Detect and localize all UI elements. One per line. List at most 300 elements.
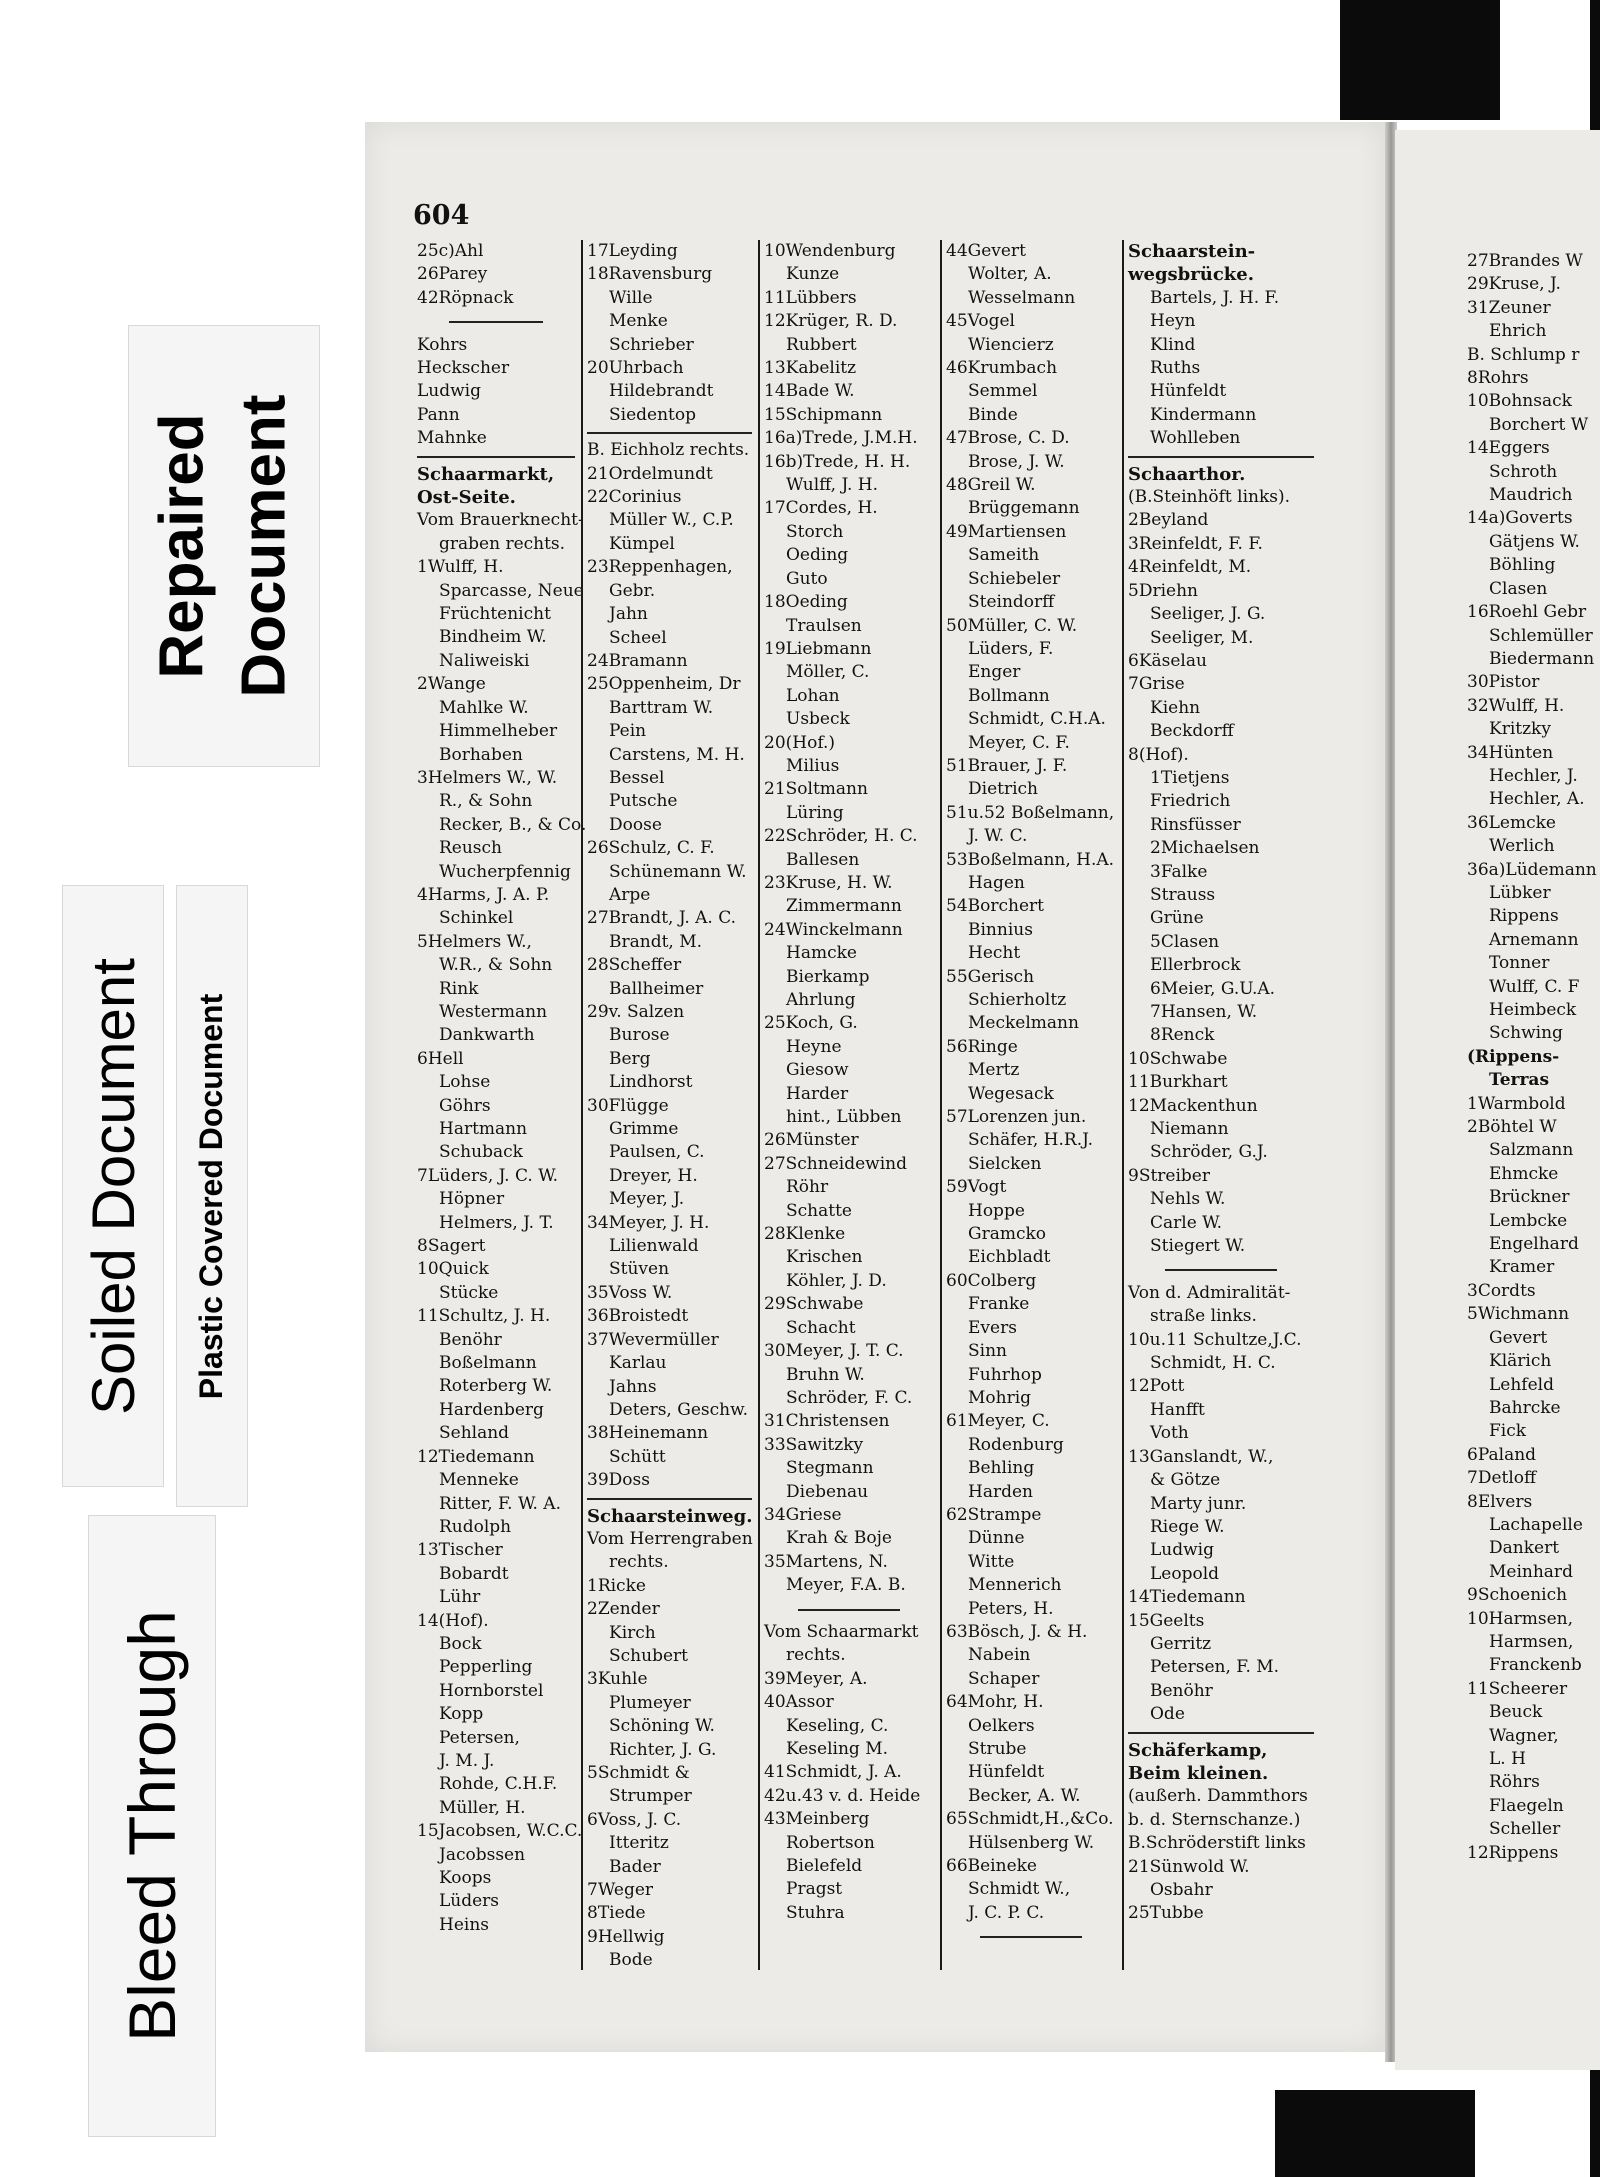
directory-entry: 3Reinfeldt, F. F. (1128, 533, 1263, 554)
directory-entry: Ehrich (1489, 321, 1547, 342)
directory-entry: Schäfer, H.R.J. (968, 1130, 1094, 1151)
directory-entry: Bock (439, 1633, 482, 1654)
directory-entry: 21Soltmann (764, 779, 868, 800)
directory-entry: Harden (968, 1481, 1033, 1502)
directory-entry: Pann (417, 404, 460, 425)
directory-entry: Recker, B., & Co. (439, 814, 587, 835)
directory-entry: Kirch (609, 1622, 656, 1643)
directory-entry: 8Rohrs (1467, 368, 1529, 389)
directory-entry: Hechler, J. (1489, 765, 1578, 786)
directory-entry: 62Strampe (946, 1504, 1042, 1525)
directory-entry: Mertz (968, 1060, 1020, 1081)
directory-entry: Steindorff (968, 592, 1055, 613)
directory-entry: Reusch (439, 838, 503, 859)
directory-entry: 12Pott (1128, 1376, 1185, 1397)
directory-entry: 21Ordelmundt (587, 463, 713, 484)
directory-entry: Bader (609, 1856, 661, 1877)
directory-entry: Eichbladt (968, 1247, 1051, 1268)
directory-entry: Leopold (1150, 1563, 1220, 1584)
street-heading: Schäferkamp, (1128, 1739, 1268, 1761)
directory-entry: 5Helmers W., (417, 931, 532, 952)
directory-entry: 14(Hof). (417, 1610, 489, 1631)
label-repaired (128, 325, 320, 767)
directory-entry: Petersen, (439, 1727, 520, 1748)
directory-entry: 26Parey (417, 264, 488, 285)
directory-entry: 34Hünten (1467, 742, 1554, 763)
directory-entry: Schmidt, H. C. (1150, 1353, 1276, 1374)
directory-entry: Flaegeln (1489, 1795, 1564, 1816)
directory-entry: Schwing (1489, 1023, 1563, 1044)
directory-entry: Hamcke (786, 943, 857, 964)
directory-entry: Naliweiski (439, 650, 530, 671)
directory-entry: 30Flügge (587, 1095, 669, 1116)
directory-entry: 60Colberg (946, 1270, 1037, 1291)
directory-entry: Bobardt (439, 1563, 509, 1584)
label-plastic (176, 885, 248, 1507)
directory-entry: Westermann (439, 1001, 548, 1022)
directory-entry: 21Sünwold W. (1128, 1856, 1250, 1877)
directory-entry: 6Hell (417, 1048, 464, 1069)
directory-entry: Ballheimer (609, 978, 704, 999)
directory-entry: Hagen (968, 872, 1025, 893)
directory-entry: Borchert W (1489, 414, 1589, 435)
directory-entry: Hornborstel (439, 1680, 544, 1701)
directory-entry: Schuback (439, 1142, 523, 1163)
directory-entry: 45Vogel (946, 311, 1015, 332)
directory-entry: 2Wange (417, 674, 486, 695)
directory-entry: Richter, J. G. (609, 1739, 717, 1760)
directory-entry: Schacht (786, 1317, 856, 1338)
directory-entry: 26Münster (764, 1130, 859, 1151)
directory-entry: 28Scheffer (587, 955, 682, 976)
directory-entry: Lehfeld (1489, 1374, 1554, 1395)
directory-entry: Borhaben (439, 744, 523, 765)
directory-entry: Benöhr (1150, 1680, 1213, 1701)
directory-entry: straße links. (1150, 1306, 1257, 1327)
directory-entry: 35Martens, N. (764, 1551, 888, 1572)
directory-entry: Menneke (439, 1470, 519, 1491)
directory-entry: Benöhr (439, 1329, 502, 1350)
directory-entry: 25Oppenheim, Dr (587, 674, 741, 695)
section-rule (587, 1493, 752, 1505)
directory-entry: 5Wichmann (1467, 1304, 1570, 1325)
directory-entry: Maudrich (1489, 485, 1573, 506)
directory-entry: Kunze (786, 264, 840, 285)
label-repaired-line2: Document (230, 394, 300, 698)
directory-entry: 34Griese (764, 1504, 842, 1525)
directory-entry: 19Liebmann (764, 638, 872, 659)
directory-entry: Klind (1150, 334, 1196, 355)
directory-entry: Ludwig (417, 381, 481, 402)
directory-entry: 20(Hof.) (764, 732, 836, 753)
directory-entry: Pragst (786, 1879, 843, 1900)
directory-entry: Sparcasse, Neue (439, 580, 584, 601)
directory-entry: Keseling M. (786, 1738, 889, 1759)
directory-entry: 24Bramann (587, 650, 688, 671)
directory-entry: 59Vogt (946, 1177, 1007, 1198)
directory-entry: Koops (439, 1868, 492, 1889)
directory-entry: 4Reinfeldt, M. (1128, 557, 1252, 578)
directory-entry: Arpe (609, 884, 651, 905)
directory-entry: 12Mackenthun (1128, 1095, 1258, 1116)
directory-entry: Vom Brauerknecht- (417, 510, 584, 531)
directory-entry: Semmel (968, 381, 1038, 402)
directory-entry: Wiencierz (968, 334, 1054, 355)
directory-entry: Nabein (968, 1645, 1031, 1666)
directory-entry: Bessel (609, 767, 665, 788)
directory-entry: 8Sagert (417, 1236, 486, 1257)
directory-entry: Mahnke (417, 428, 487, 449)
directory-entry: 41Schmidt, J. A. (764, 1762, 902, 1783)
directory-entry: 5Clasen (1150, 931, 1220, 952)
street-heading: Ost-Seite. (417, 487, 516, 509)
directory-entry: Dankert (1489, 1538, 1560, 1559)
directory-entry: Heyne (786, 1036, 842, 1057)
directory-entry: Lohan (786, 685, 840, 706)
directory-entry: Milius (786, 755, 840, 776)
directory-entry: Von d. Admiralität- (1128, 1282, 1291, 1303)
directory-entry: 13Kabelitz (764, 358, 857, 379)
directory-entry: Clasen (1489, 578, 1548, 599)
directory-entry: 30Pistor (1467, 672, 1540, 693)
directory-entry: Mennerich (968, 1575, 1062, 1596)
directory-entry: Sinn (968, 1341, 1007, 1362)
directory-entry: 40Assor (764, 1692, 834, 1713)
directory-entry: 27Schneidewind (764, 1153, 907, 1174)
directory-entry: 47Brose, C. D. (946, 428, 1070, 449)
directory-entry: 16a)Trede, J.M.H. (764, 428, 918, 449)
directory-entry: 7Lüders, J. C. W. (417, 1165, 559, 1186)
directory-entry: Mahlke W. (439, 697, 529, 718)
directory-entry: Schatte (786, 1200, 852, 1221)
separator-rule (417, 310, 575, 333)
directory-entry: 32Wulff, H. (1467, 695, 1565, 716)
directory-entry: Petersen, F. M. (1150, 1657, 1280, 1678)
street-heading: Schaarthor. (1128, 463, 1246, 485)
directory-entry: B. Eichholz rechts. (587, 440, 750, 461)
directory-entry: 26Schulz, C. F. (587, 838, 715, 859)
directory-entry: Friedrich (1150, 791, 1231, 812)
column-divider-4 (1122, 240, 1124, 1970)
directory-entry: 53Boßelmann, H.A. (946, 849, 1115, 870)
label-bleed-text: Bleed Through (115, 1610, 189, 2042)
directory-entry: Heimbeck (1489, 1000, 1577, 1020)
directory-entry: Wesselmann (968, 287, 1076, 308)
directory-entry: (B.Steinhöft links). (1128, 487, 1291, 508)
directory-entry: Plumeyer (609, 1692, 691, 1713)
directory-entry: 29Kruse, J. (1467, 274, 1561, 295)
directory-entry: Hanfft (1150, 1399, 1205, 1420)
directory-entry: Evers (968, 1317, 1017, 1338)
directory-entry: 1Warmbold (1467, 1093, 1566, 1114)
directory-entry: 7Detloff (1467, 1468, 1537, 1489)
directory-entry: Lohse (439, 1072, 491, 1093)
label-soiled-text: Soiled Document (79, 957, 147, 1415)
directory-entry: Carle W. (1150, 1212, 1223, 1233)
directory-entry: Barttram W. (609, 697, 714, 718)
directory-entry: Gerritz (1150, 1633, 1212, 1654)
directory-entry: 48Greil W. (946, 475, 1036, 496)
directory-entry: 2Böhtel W (1467, 1117, 1557, 1138)
directory-entry: 39Doss (587, 1470, 650, 1491)
directory-entry: Röhr (786, 1177, 829, 1198)
separator-rule (764, 1598, 934, 1621)
directory-entry: 36Broistedt (587, 1306, 689, 1327)
directory-entry: Himmelheber (439, 721, 558, 742)
directory-entry: 6Voss, J. C. (587, 1809, 682, 1830)
directory-entry: 37Wevermüller (587, 1329, 719, 1350)
directory-entry: Rippens (1489, 906, 1559, 927)
directory-entry: 8(Hof). (1128, 744, 1189, 765)
directory-entry: 6Käselau (1128, 650, 1207, 671)
directory-entry: Möller, C. (786, 662, 870, 683)
directory-entry: Jacobssen (439, 1844, 526, 1865)
directory-entry: Schünemann W. (609, 861, 747, 882)
directory-entry: Wohlleben (1150, 428, 1241, 449)
directory-entry: Ruths (1150, 358, 1201, 379)
directory-entry: Binde (968, 404, 1018, 425)
directory-entry: Diebenau (786, 1481, 869, 1502)
directory-entry: Wulff, J. H. (786, 475, 878, 496)
directory-entry: Paulsen, C. (609, 1142, 705, 1163)
directory-entry: Ellerbrock (1150, 955, 1241, 976)
directory-entry: 8Elvers (1467, 1491, 1533, 1512)
directory-entry: Lindhorst (609, 1072, 693, 1093)
directory-entry: 14Tiedemann (1128, 1587, 1246, 1608)
directory-entry: Gebr. (609, 580, 656, 601)
directory-entry: Scheller (1489, 1819, 1561, 1840)
directory-entry: 23Kruse, H. W. (764, 872, 893, 893)
directory-entry: Höpner (439, 1189, 505, 1210)
page-number: 604 (413, 200, 470, 231)
directory-entry: Dietrich (968, 779, 1038, 800)
directory-entry: Rinsfüsser (1150, 814, 1241, 835)
directory-column-3 (764, 240, 934, 1940)
directory-entry: Krischen (786, 1247, 863, 1268)
directory-entry: Fuhrhop (968, 1364, 1042, 1385)
directory-entry: 29Schwabe (764, 1294, 864, 1315)
directory-entry: 17Leyding (587, 241, 678, 261)
directory-column-4 (946, 240, 1116, 1940)
directory-entry: Strumper (609, 1786, 692, 1807)
directory-entry: hint., Lübben (786, 1107, 902, 1128)
directory-entry: Oelkers (968, 1715, 1035, 1736)
directory-entry: 66Beineke (946, 1856, 1037, 1877)
directory-entry: 1Wulff, H. (417, 557, 504, 578)
directory-entry: Lembcke (1489, 1210, 1568, 1231)
directory-entry: L. H (1489, 1749, 1526, 1769)
directory-entry: Karlau (609, 1353, 667, 1374)
directory-entry: 7Weger (587, 1880, 654, 1901)
directory-entry: 8Renck (1150, 1025, 1215, 1046)
directory-entry: Schaper (968, 1668, 1040, 1689)
directory-entry: 10Bohnsack (1467, 391, 1572, 412)
directory-entry: Schröder, G.J. (1150, 1142, 1268, 1163)
directory-entry: 3Falke (1150, 861, 1208, 882)
directory-entry: Böhling (1489, 555, 1556, 576)
directory-entry: Carstens, M. H. (609, 744, 745, 765)
directory-entry: Niemann (1150, 1119, 1229, 1140)
directory-entry: Wegesack (968, 1083, 1054, 1104)
directory-entry: Heckscher (417, 358, 510, 379)
directory-entry: Dankwarth (439, 1025, 535, 1046)
directory-entry: 33Sawitzky (764, 1434, 864, 1455)
directory-entry: Jahn (609, 604, 648, 625)
directory-entry: Müller, H. (439, 1797, 526, 1818)
directory-entry: Lüring (786, 802, 844, 823)
directory-entry: Brandt, M. (609, 931, 703, 952)
directory-entry: 10u.11 Schultze,J.C. (1128, 1329, 1302, 1350)
directory-entry: W.R., & Sohn (439, 955, 553, 976)
directory-entry: Harder (786, 1083, 849, 1104)
directory-entry: Behling (968, 1458, 1035, 1479)
directory-entry: 18Ravensburg (587, 264, 713, 285)
directory-entry: Schmidt W., (968, 1879, 1071, 1900)
directory-entry: B. Schlump r (1467, 344, 1580, 365)
directory-entry: Stuhra (786, 1902, 845, 1923)
directory-entry: 34Meyer, J. H. (587, 1212, 710, 1233)
directory-entry: Hünfeldt (968, 1762, 1045, 1783)
directory-entry: Hoppe (968, 1200, 1025, 1221)
directory-entry: graben rechts. (439, 533, 566, 554)
directory-entry: Kohrs (417, 334, 468, 355)
directory-entry: Stüven (609, 1259, 670, 1280)
directory-entry: 3Cordts (1467, 1280, 1536, 1301)
directory-entry: 10Wendenburg (764, 241, 896, 261)
directory-entry: 11Burkhart (1128, 1072, 1228, 1093)
directory-entry: rechts. (609, 1552, 669, 1573)
directory-entry: Klärich (1489, 1351, 1552, 1372)
directory-entry: Roterberg W. (439, 1376, 553, 1397)
directory-entry: 31Zeuner (1467, 297, 1551, 318)
directory-entry: Keseling, C. (786, 1715, 889, 1736)
directory-entry: 14Eggers (1467, 438, 1550, 459)
directory-entry: 61Meyer, C. (946, 1411, 1050, 1432)
directory-entry: Ritter, F. W. A. (439, 1493, 561, 1514)
directory-entry: 17Cordes, H. (764, 498, 878, 519)
directory-entry: 2Beyland (1128, 510, 1209, 531)
directory-entry: Sameith (968, 545, 1040, 566)
directory-entry: Kiehn (1150, 697, 1201, 718)
directory-entry: Franckenb (1489, 1655, 1582, 1676)
directory-entry: 15Geelts (1128, 1610, 1205, 1631)
directory-entry: 54Borchert (946, 896, 1044, 917)
directory-entry: 1Tietjens (1150, 767, 1230, 788)
directory-entry: Ehmcke (1489, 1163, 1559, 1184)
directory-entry: Zimmermann (786, 896, 902, 917)
directory-entry: Schrieber (609, 334, 694, 355)
directory-entry: Jahns (609, 1376, 657, 1397)
directory-entry: Schubert (609, 1645, 688, 1666)
scan-edge-bottom (1275, 2090, 1475, 2177)
directory-entry: Wulff, C. F (1489, 976, 1580, 997)
directory-entry: Rink (439, 978, 479, 999)
directory-entry: 36Lemcke (1467, 812, 1556, 833)
directory-entry: Stücke (439, 1282, 499, 1303)
directory-entry: Tonner (1489, 953, 1550, 974)
directory-entry: B.Schröderstift links (1128, 1833, 1306, 1854)
directory-entry: Rodenburg (968, 1434, 1064, 1455)
directory-entry: Brose, J. W. (968, 451, 1065, 472)
directory-entry: Salzmann (1489, 1140, 1574, 1161)
directory-entry: Schiebeler (968, 568, 1061, 589)
book-page-right (1395, 130, 1600, 2070)
directory-entry: Guto (786, 568, 828, 589)
directory-entry: 51u.52 Boßelmann, (946, 802, 1115, 823)
directory-entry: Bindheim W. (439, 627, 547, 648)
directory-entry: Schlemüller (1489, 625, 1593, 646)
directory-entry: Hartmann (439, 1119, 528, 1140)
directory-entry: Scheel (609, 627, 667, 648)
directory-entry: 64Mohr, H. (946, 1692, 1044, 1713)
directory-entry: Meyer, F.A. B. (786, 1575, 906, 1596)
directory-entry: Berg (609, 1048, 651, 1069)
directory-entry: 3Helmers W., W. (417, 767, 558, 788)
directory-entry: Boßelmann (439, 1353, 537, 1374)
directory-entry: Schinkel (439, 908, 514, 929)
directory-entry: 15Schipmann (764, 404, 883, 425)
directory-entry: Köhler, J. D. (786, 1270, 887, 1291)
directory-entry: Grimme (609, 1119, 679, 1140)
directory-entry: Bruhn W. (786, 1364, 865, 1385)
directory-entry: Meckelmann (968, 1013, 1079, 1034)
label-plastic-text: Plastic Covered Document (193, 993, 230, 1399)
directory-entry: Mohrig (968, 1387, 1032, 1408)
directory-entry: Harmsen, (1489, 1631, 1574, 1652)
directory-entry: 50Müller, C. W. (946, 615, 1078, 636)
directory-entry: Deters, Geschw. (609, 1399, 749, 1420)
directory-entry: Lachapelle (1489, 1514, 1583, 1535)
directory-entry: Peters, H. (968, 1598, 1054, 1619)
directory-entry: 55Gerisch (946, 966, 1035, 987)
directory-entry: Bielefeld (786, 1856, 863, 1877)
directory-entry: 18Oeding (764, 592, 848, 613)
directory-entry: 27Brandes W (1467, 251, 1583, 271)
directory-entry: Gramcko (968, 1224, 1047, 1245)
directory-entry: Bode (609, 1950, 653, 1971)
directory-entry: Enger (968, 662, 1021, 683)
directory-entry: Doose (609, 814, 662, 835)
directory-entry: 25Koch, G. (764, 1013, 858, 1034)
directory-entry: 20Uhrbach (587, 358, 684, 379)
directory-entry: 31Christensen (764, 1411, 890, 1432)
directory-entry: Beckdorff (1150, 721, 1234, 742)
street-heading: wegsbrücke. (1128, 264, 1254, 286)
directory-entry: Heyn (1150, 311, 1196, 332)
directory-entry: Hülsenberg W. (968, 1832, 1095, 1853)
directory-column-right-page (1467, 250, 1607, 1865)
directory-entry: Menke (609, 311, 668, 332)
directory-entry: 22Corinius (587, 487, 682, 508)
directory-entry: Strauss (1150, 884, 1216, 905)
directory-entry: Putsche (609, 791, 678, 812)
directory-entry: 5Driehn (1128, 580, 1198, 601)
directory-entry: Dünne (968, 1528, 1025, 1549)
directory-entry: b. d. Sternschanze.) (1128, 1809, 1301, 1830)
directory-entry: Sielcken (968, 1153, 1042, 1174)
directory-entry: Hünfeldt (1150, 381, 1227, 402)
directory-entry: Pein (609, 721, 647, 742)
directory-entry: Witte (968, 1551, 1015, 1572)
directory-entry: Voth (1150, 1423, 1189, 1444)
separator-rule (1128, 1258, 1314, 1281)
directory-entry: Fick (1489, 1421, 1527, 1442)
column-divider-1 (581, 240, 583, 1970)
directory-entry: Meyer, J. (609, 1189, 685, 1210)
directory-entry: Nehls W. (1150, 1189, 1226, 1210)
directory-entry: Sehland (439, 1423, 510, 1444)
directory-entry: R., & Sohn (439, 791, 533, 812)
